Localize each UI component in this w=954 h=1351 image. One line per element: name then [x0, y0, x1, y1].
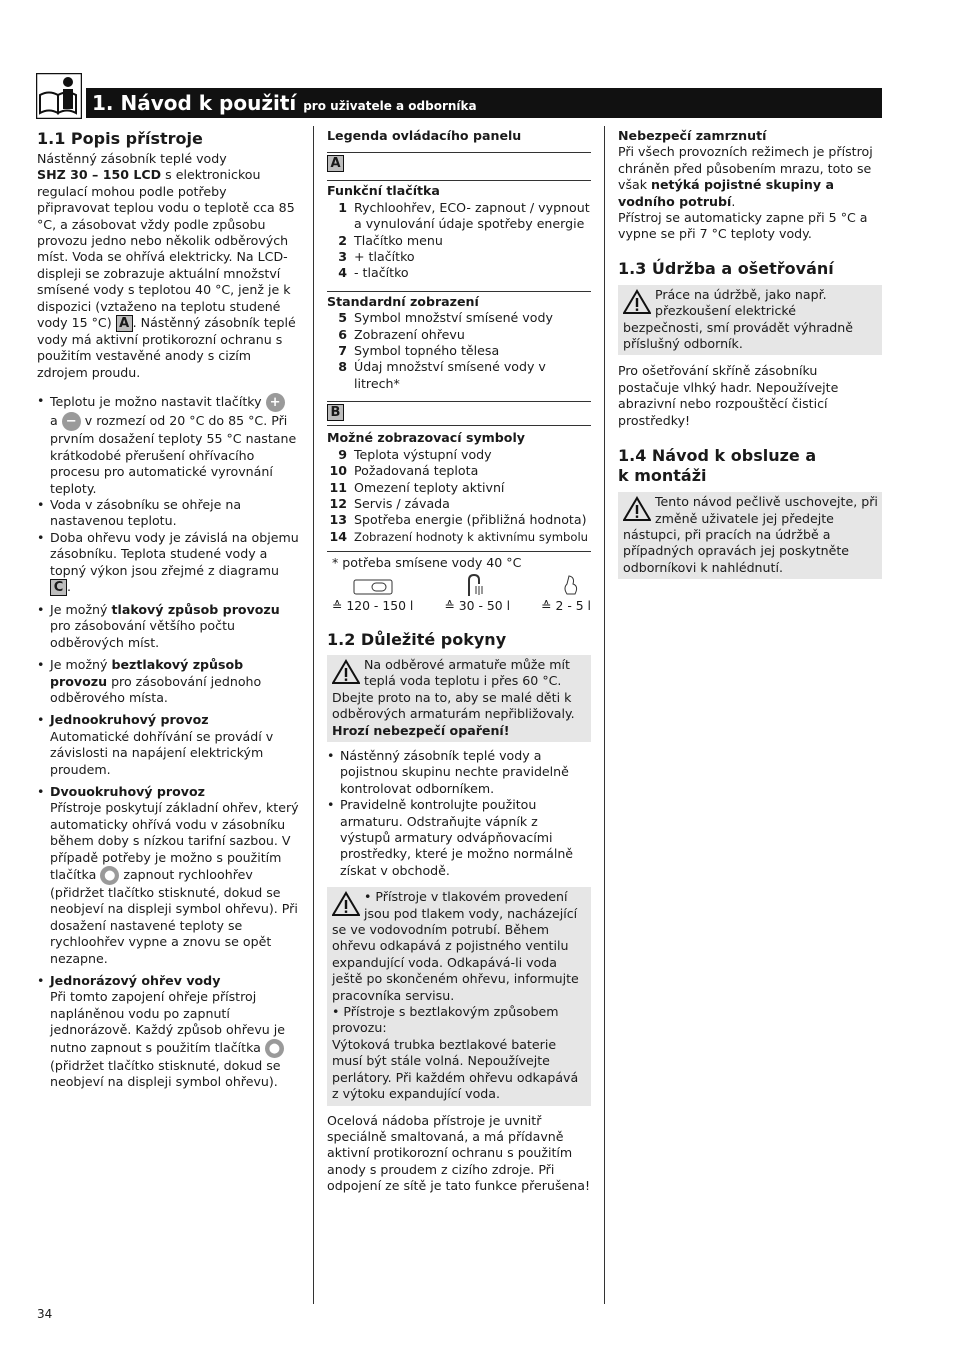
- legend-item-label: Zobrazení ohřevu: [354, 326, 465, 342]
- legend-item: [327, 327, 591, 343]
- warning-box: Na odběrové armatuře může mít teplá voda teplotu i přes 60 °C. Dbejte proto na to, aby se malé děti k odběrových armaturám nepřibližovaly. Hrozí nebezpečí opaření!: [327, 655, 591, 742]
- legend-item-number: 4: [338, 265, 347, 281]
- care-text: Pro ošetřování skříně zásobníku postačuje vlhký hadr. Nepoužívejte abrazivní nebo rozpouštěcí čisticí prostředky!: [618, 363, 839, 428]
- legend-item-number: 14: [329, 528, 347, 544]
- legend-item: [327, 200, 591, 233]
- heading-1-1: 1.1 Popis přístroje: [37, 129, 203, 148]
- figure-key-a: A: [327, 155, 344, 172]
- legend-item-number: 5: [338, 310, 347, 326]
- legend-item-number: 7: [338, 343, 347, 359]
- feature-list: [37, 393, 299, 1090]
- legend-item-number: 2: [338, 232, 347, 248]
- list-item: • Je možný beztlakový způsob provozu pro zásobování jednoho odběrového místa.: [37, 657, 299, 706]
- figure-key-c: C: [50, 579, 67, 596]
- legend-item-label: Tlačítko menu: [354, 232, 443, 248]
- legend-item-number: 11: [329, 479, 347, 495]
- column-description: [37, 124, 299, 1091]
- legend-item-number: 9: [338, 446, 347, 462]
- column-divider: [313, 126, 314, 1304]
- legend-item-label: Spotřeba energie (přibližná hodnota): [354, 512, 587, 528]
- legend-item: [327, 512, 591, 528]
- list-item: • Teplotu je možno nastavit tlačítky + a − v rozmezí od 20 °C do 85 °C. Při prvním dosažení teploty 55 °C nastane krátkodobé přerušení ohřívacího procesu pro automatické vyrovnání teploty.: [37, 393, 299, 497]
- list-item: • Jednorázový ohřev vody Při tomto zapojení ohřeje přístroj napláněnou vodu po zapnutí jednorázově. Každý způsob ohřevu je nutno zapnout s použitím tlačítka ● (přidržet tlačítko stisknuté, dokud se neobjeví na displeji symbol ohřevu).: [37, 973, 299, 1090]
- legend-item: [327, 480, 591, 496]
- section-header-bar: [86, 88, 882, 118]
- legend-item-number: 1: [338, 199, 347, 215]
- page-number: 34: [37, 1307, 53, 1321]
- warning-box: Tento návod pečlivě uschovejte, při změně uživatele jej předejte nástupci, při pracích na údržbě a případných opravách jej poskytněte odborníkovi k nahlédnutí.: [618, 492, 882, 579]
- list-item: • Voda v zásobníku se ohřeje na nastavenou teplotu.: [37, 497, 299, 530]
- warning-icon: [332, 659, 360, 685]
- bathtub-icon: [332, 574, 402, 596]
- legend-title: Legenda ovládacího panelu: [327, 128, 522, 143]
- legend-item: [327, 447, 591, 463]
- legend-item-label: - tlačítko: [354, 265, 409, 281]
- warning-box: • Přístroje v tlakovém provedení jsou pod tlakem vody, nacházející se ve vodovodním potrubí. Během ohřevu odkapává z pojistného ventilu expandující voda. Odkapává-li voda ještě po skončeném ohřevu, informujte pracovníka servisu. • Přístroje s beztlakovým způsobem provozu: Výtoková trubka beztlakové baterie musí být stále volná. Nepoužívejte perlátory. Při každém ohřevu odkapává z výtoku expandující voda.: [327, 887, 591, 1105]
- function-buttons-legend: Funkční tlačítka 1 Rychloohřev, ECO- zapnout / vypnout a vynulování údaje spotřeby energie 2 Tlačítko menu 3 + tlačítko 4 - tlačítko: [327, 180, 591, 281]
- legend-item-number: 3: [338, 249, 347, 265]
- legend-item: [327, 529, 591, 545]
- heading-1-3: 1.3 Údržba a ošetřování: [618, 258, 834, 278]
- legend-item-label: + tlačítko: [354, 249, 415, 265]
- list-item: • Doba ohřevu vody je závislá na objemu zásobníku. Teplota studené vody a topný výkon jsou zřejmé z diagramu C .: [37, 530, 299, 596]
- legend-item: [327, 359, 591, 392]
- legend-item: [327, 463, 591, 479]
- legend-item: [327, 249, 591, 265]
- column-care: [618, 124, 882, 579]
- legend-item: [327, 310, 591, 326]
- list-item: • Je možný tlakový způsob provozu pro zásobování většího počtu odběrových míst.: [37, 602, 299, 651]
- manual-reader-icon: [36, 73, 82, 119]
- hand-wash-icon: [551, 574, 591, 596]
- page-subtitle: pro uživatele a odborníka: [303, 99, 477, 113]
- legend-item-label: Teplota výstupní vody: [354, 446, 492, 462]
- legend-item: [327, 265, 591, 281]
- footnote: * potřeba smísene vody 40 °C: [332, 555, 522, 571]
- legend-item-label: Servis / závada: [354, 495, 450, 511]
- steel-tank-text: Ocelová nádoba přístroje je uvnitř speciálně smaltovaná, a má přídavně aktivní protikorozní ochranu s použitím anody s proudem z cizího zdroje. Při odpojení ze sítě je tato funkce přerušena!: [327, 1112, 591, 1194]
- list-item: • Nástěnný zásobník teplé vody a pojistnou skupinu nechte pravidelně kontrolovat odborníkem.: [327, 748, 591, 797]
- plus-button-icon: +: [266, 393, 285, 412]
- legend-item-number: 12: [329, 495, 347, 511]
- list-item: • Jednookruhový provoz Automatické dohřívání se provádí v závislosti na napájení elektrickým proudem.: [37, 712, 299, 778]
- maintenance-list: [327, 748, 591, 879]
- water-usage-table: [327, 551, 591, 614]
- legend-item-number: 10: [329, 463, 347, 479]
- boost-button-icon: ●: [265, 1039, 284, 1058]
- page-title: 1. Návod k použití: [92, 91, 297, 115]
- list-item: • Dvouokruhový provoz Přístroje poskytují základní ohřev, který automaticky ohřívá vodu v zásobníku během doby s nízkou tarifní sazbou. V případě potřeby je možno s použitím tlačítka ● zapnout rychloohřev (přidržet tlačítko stisknuté, dokud se neobjeví na displeji symbol ohřevu). Při dosažení nastavené teploty se rychloohřev vypne a znovu se opět nezapne.: [37, 784, 299, 967]
- usage-handwash: ≙ 2 - 5 l: [541, 597, 591, 613]
- legend-item-label: Omezení teploty aktivní: [354, 479, 505, 495]
- device-intro: Nástěnný zásobník teplé vody SHZ 30 – 150 LCD s elektronickou regulací mohou podle potřeby připravovat teplou vodu o teplotě cca 85 °C, a zásobovat vždy podle způsobu provozu jedno nebo několik odběrových míst. Voda se ohřívá elektricky. Na LCD-displeji se zobrazuje aktuální množství smísené vody s teplotou 40 °C, jenž je k dispozici (vztaženo na teplotu studené vody 15 °C) A . Nástěnný zásobník teplé vody má aktivní protikorozní ochranu s použitím vestavěné anody s cizím zdrojem proudu.: [37, 151, 296, 380]
- warning-icon: [623, 289, 651, 315]
- legend-item: [327, 233, 591, 249]
- legend-item-label: Symbol množství smísené vody: [354, 310, 553, 326]
- column-legend: [327, 124, 591, 1195]
- boost-button-icon: ●: [100, 866, 119, 885]
- figure-key-a: A: [116, 315, 133, 332]
- legend-item-label: Symbol topného tělesa: [354, 343, 500, 359]
- heading-1-4: 1.4 Návod k obsluze a k montáži: [618, 446, 817, 486]
- figure-key-b: B: [327, 404, 344, 421]
- usage-bath: ≙ 120 - 150 l: [332, 597, 414, 613]
- legend-item-label: Rychloohřev, ECO- zapnout / vypnout a vynulování údaje spotřeby energie: [354, 199, 590, 232]
- frost-auto-text: Přístroj se automaticky zapne při 5 °C a vypne se při 7 °C teploty vody.: [618, 210, 868, 242]
- legend-item: [327, 343, 591, 359]
- column-divider: [604, 126, 605, 1304]
- shower-icon: [457, 574, 497, 596]
- minus-button-icon: −: [62, 412, 81, 431]
- warning-box: Práce na údržbě, jako např. přezkoušení elektrické bezpečnosti, smí provádět výhradně příslušný odborník.: [618, 285, 882, 356]
- legend-item-label: Zobrazení hodnoty k aktivnímu symbolu: [354, 529, 589, 544]
- warning-icon: [332, 891, 360, 917]
- legend-item-number: 6: [338, 326, 347, 342]
- legend-item: [327, 496, 591, 512]
- legend-item-number: 8: [338, 359, 347, 375]
- frost-text: Při všech provozních režimech je přístroj chráněn před působením mrazu, toto se však netýká pojistné skupiny a vodního potrubí.: [618, 144, 873, 209]
- legend-item-number: 13: [329, 512, 347, 528]
- warning-icon: [623, 496, 651, 522]
- usage-shower: ≙ 30 - 50 l: [444, 597, 511, 613]
- legend-item-label: Údaj množství smísené vody v litrech*: [354, 359, 546, 391]
- heading-1-2: 1.2 Důležité pokyny: [327, 629, 507, 649]
- legend-item-label: Požadovaná teplota: [354, 463, 479, 479]
- list-item: • Pravidelně kontrolujte použitou armaturu. Odstraňujte vápník z výstupů armatury odvápňovacími prostředky, které je možno normálně získat v obchodě.: [327, 797, 591, 879]
- frost-title: Nebezpečí zamrznutí: [618, 128, 767, 143]
- standard-display-legend: Standardní zobrazení 5 Symbol množství smísené vody 6 Zobrazení ohřevu 7 Symbol topného tělesa 8 Údaj množství smísené vody v litrech*: [327, 291, 591, 392]
- symbols-legend: Možné zobrazovací symboly 9 Teplota výstupní vody 10 Požadovaná teplota 11 Omezení teploty aktivní 12 Servis / závada 13 Spotřeba energie (přibližná hodnota) 14 Zobrazení hodnoty k aktivnímu symbolu: [327, 425, 591, 545]
